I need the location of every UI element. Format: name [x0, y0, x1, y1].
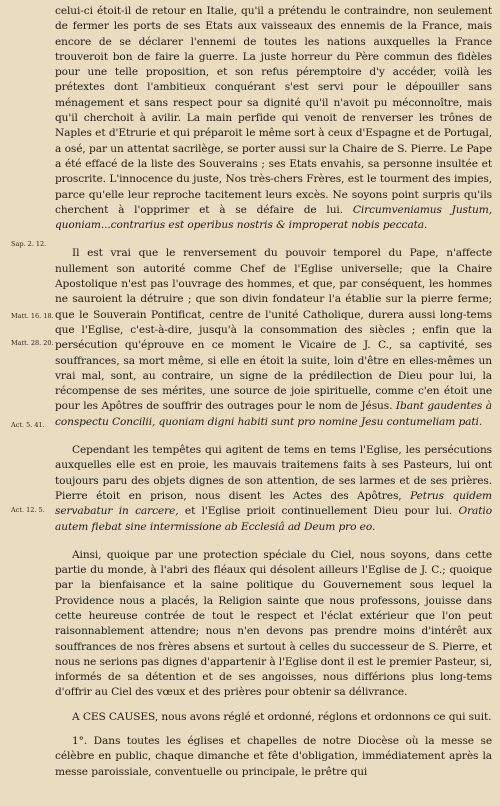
- paragraph-text: et l'Eglise prioit continuellement Dieu pour lui.: [184, 505, 453, 518]
- latin-quote: Oratio autem fiebat sine intermissione ab Ecclesiâ ad Deum pro eo.: [55, 505, 492, 533]
- paragraph: [55, 443, 492, 535]
- margin-note: Sap. 2. 12.: [11, 240, 47, 248]
- paragraph-text: Cependant les tempêtes qui agitent de tems en tems l'Eglise, les persécutions auxquelles elle est en proie, les mauvais traitemens faits à ses Pasteurs, lui ont toujours paru des objets dignes de son attention, de ses larmes et de ses prières. Pierre étoit en prison, nous disent les Actes des Apôtres,: [55, 444, 492, 502]
- paragraph-text: 1°. Dans toutes les églises et chapelles de notre Diocèse où la messe se célèbre en public, chaque dimanche et fête d'obligation, immédiatement après la messe paroissiale, conventuelle ou principale, le prêtre qui: [55, 735, 492, 778]
- paragraph: [55, 246, 492, 430]
- paragraph: [55, 734, 492, 780]
- paragraph: [55, 4, 492, 233]
- margin-note: Act. 5. 41.: [11, 421, 45, 429]
- margin-note: Matt. 28. 20.: [11, 339, 54, 347]
- paragraph-text: celui-ci étoit-il de retour en Italie, qu'il a prétendu le contraindre, non seulement de fermer les ports de ses Etats aux vaisseaux des ennemis de la France, mais encore de se déclarer l'ennemi de toutes les nations auxquelles la France trouveroit bon de faire la guerre. La juste horreur du Père commun des fidèles pour une telle proposition, et son refus péremptoire d'y accéder, voilà les prétextes dont l'ambitieux conquérant s'est servi pour le dépouiller sans ménagement et sans respect pour sa dignité qu'il n'avoit pu méconnoître, mais qu'il cherchoit à avilir. La main perfide qui venoit de renverser les trônes de Naples et d'Etrurie et qui préparoit le même sort à ceux d'Espagne et de Portugal, a osé, par un attentat sacrilège, se porter aussi sur la Chaire de S. Pierre. Le Pape a été effacé de la liste des Souverains ; ses Etats envahis, sa personne insultée et proscrite. L'innocence du juste, Nos très-chers Frères, est le tourment des impies, parce qu'elle leur reproche tacitement leurs excès. Ne soyons point surpris qu'ils cherchent à l'opprimer et à se défaire de lui.: [55, 5, 492, 216]
- paragraph-text: Il est vrai que le renversement du pouvoir temporel du Pape, n'affecte nullement son autorité comme Chef de l'Eglise universelle; que la Chaire Apostolique n'est pas l'ouvrage des hommes, et que, par conséquent, les hommes ne sauroient la détruire ; que son divin fondateur l'a établie sur la pierre ferme; que le Souverain Pontificat, centre de l'unité Catholique, durera aussi long-tems que l'Eglise, c'est-à-dire, jusqu'à la consommation des siècles ; enfin que la persécution qu'éprouve en ce moment le Vicaire de J. C., sa captivité, ses souffrances, sa mort même, si elle en étoit la suite, loin d'être en elles-mêmes un vrai mal, sont, au contraire, un signe de la prédilection de Dieu pour lui, la récompense de ses mérites, une source de joie spirituelle, comme c'en étoit une pour les Apôtres de souffrir des outrages pour le nom de Jésus.: [55, 247, 492, 413]
- document-body: [55, 4, 492, 780]
- latin-quote: Ibant gaudentes à conspectu Concilii, quoniam digni habiti sunt pro nomine Jesu contumeliam pati.: [55, 400, 492, 428]
- paragraph: [55, 548, 492, 701]
- margin-note: Matt. 16. 18.: [11, 312, 54, 320]
- margin-note: Act. 12. 5.: [11, 506, 45, 514]
- paragraph-text: A CES CAUSES, nous avons réglé et ordonné, réglons et ordonnons ce qui suit.: [72, 710, 492, 723]
- paragraph: [55, 710, 492, 725]
- latin-quote: Petrus quidem servabatur in carcere,: [55, 489, 492, 518]
- paragraph-text: Ainsi, quoique par une protection spéciale du Ciel, nous soyons, dans cette partie du monde, à l'abri des fléaux qui désolent ailleurs l'Eglise de J. C.; quoique par la bienfaisance et la saine politique du Gouvernement sous lequel la Providence nous a placés, la Religion sainte que nous professons, jouisse dans cette heureuse contrée de tout le respect et l'éclat extérieur que l'on peut raisonnablement attendre; nous n'en devons pas prendre moins d'intérêt aux souffrances de nos frères absens et surtout à celles du successeur de S. Pierre, et nous ne serions pas dignes d'appartenir à l'Eglise dont il est le premier Pasteur, si, informés de sa détention et de ses angoisses, nous différions plus long-tems d'offrir au Ciel des vœux et des prières pour obtenir sa délivrance.: [55, 548, 493, 699]
- latin-quote: Circumveniamus Justum, quoniam...contrarius est operibus nostris & improperat nobis peccata.: [55, 203, 492, 232]
